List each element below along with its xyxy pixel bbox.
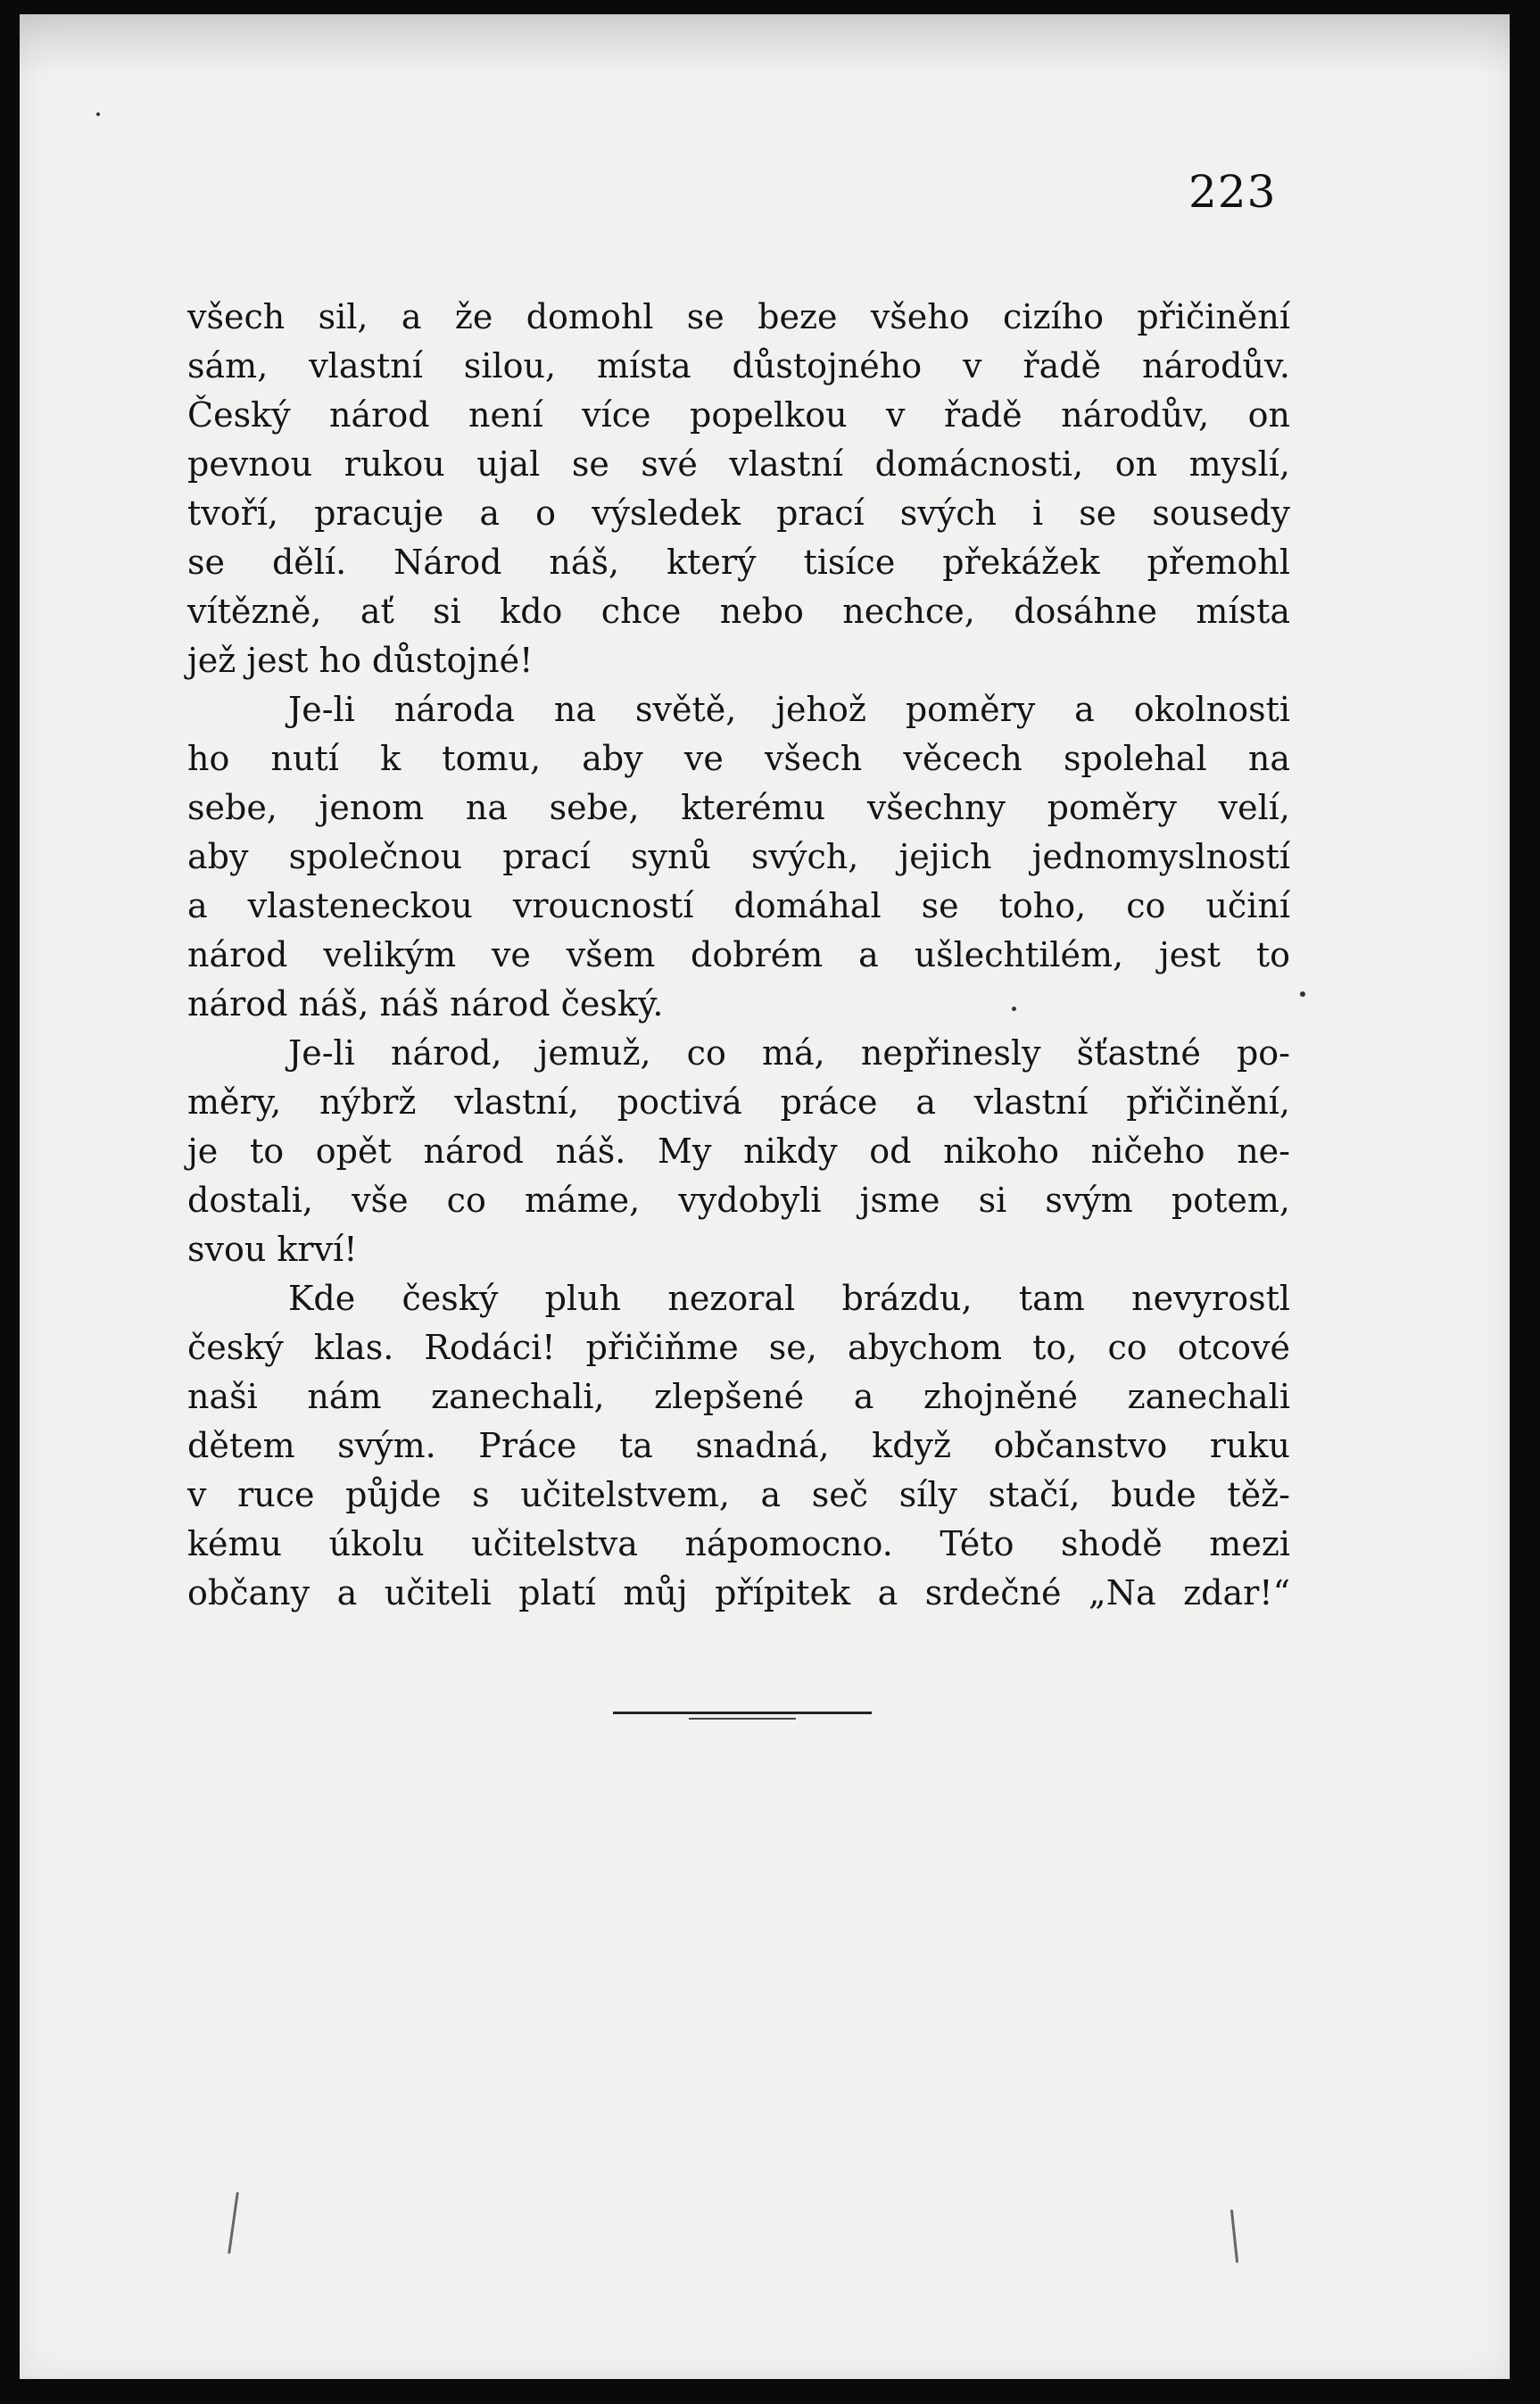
text-line: Kde český pluh nezoral brázdu, tam nevyrostl (288, 1279, 1290, 1318)
text-line: měry, nýbrž vlastní, poctivá práce a vlastní přičinění, (187, 1082, 1290, 1122)
text-line: vítězně, ať si kdo chce nebo nechce, dosáhne místa (187, 592, 1290, 631)
end-rule (613, 1712, 872, 1714)
page-number: 223 (1188, 166, 1277, 218)
text-line: aby společnou prací synů svých, jejich jednomyslností (187, 837, 1290, 876)
end-rule-ornament (689, 1718, 796, 1720)
body-text (187, 293, 1290, 1618)
paper-speck (96, 112, 100, 116)
text-line: sebe, jenom na sebe, kterému všechny poměry velí, (187, 788, 1290, 827)
text-line: všech sil, a že domohl se beze všeho cizího přičinění (187, 297, 1290, 336)
text-line: svou krví! (187, 1230, 358, 1269)
text-line: občany a učiteli platí můj přípitek a srdečné „Na zdar!“ (187, 1573, 1290, 1612)
text-line: jež jest ho důstojné! (187, 641, 534, 680)
text-line: Český národ není více popelkou v řadě národův, on (187, 395, 1290, 435)
text-line: ho nutí k tomu, aby ve všech věcech spolehal na (187, 739, 1290, 778)
text-line: sám, vlastní silou, místa důstojného v řadě národův. (187, 346, 1290, 385)
text-line: Je-li národ, jemuž, co má, nepřinesly šťastné po- (288, 1033, 1290, 1073)
text-line: a vlasteneckou vroucností domáhal se toho, co učiní (187, 886, 1290, 925)
text-line: v ruce půjde s učitelstvem, a seč síly stačí, bude těž- (187, 1475, 1290, 1514)
text-line: národ velikým ve všem dobrém a ušlechtilém, jest to (187, 935, 1290, 974)
text-line: dětem svým. Práce ta snadná, když občanstvo ruku (187, 1426, 1290, 1465)
paper-speck (1300, 991, 1305, 997)
book-page (20, 14, 1510, 2379)
text-line: český klas. Rodáci! přičiňme se, abychom to, co otcové (187, 1328, 1290, 1367)
text-line: Je-li národa na světě, jehož poměry a okolnosti (288, 690, 1290, 729)
paper-crease (228, 2192, 239, 2254)
text-line: pevnou rukou ujal se své vlastní domácnosti, on myslí, (187, 444, 1290, 484)
paper-crease (1230, 2209, 1238, 2263)
text-line: národ náš, náš národ český. (187, 984, 664, 1024)
text-line: je to opět národ náš. My nikdy od nikoho ničeho ne- (187, 1132, 1290, 1171)
text-line: naši nám zanechali, zlepšené a zhojněné zanechali (187, 1377, 1290, 1416)
page-edge-shadow (20, 14, 1510, 77)
text-line: dostali, vše co máme, vydobyli jsme si svým potem, (187, 1181, 1290, 1220)
paper-speck (1012, 1007, 1016, 1011)
text-line: kému úkolu učitelstva nápomocno. Této shodě mezi (187, 1524, 1290, 1563)
text-line: tvoří, pracuje a o výsledek prací svých i se sousedy (187, 493, 1290, 533)
text-line: se dělí. Národ náš, který tisíce překážek přemohl (187, 543, 1290, 582)
